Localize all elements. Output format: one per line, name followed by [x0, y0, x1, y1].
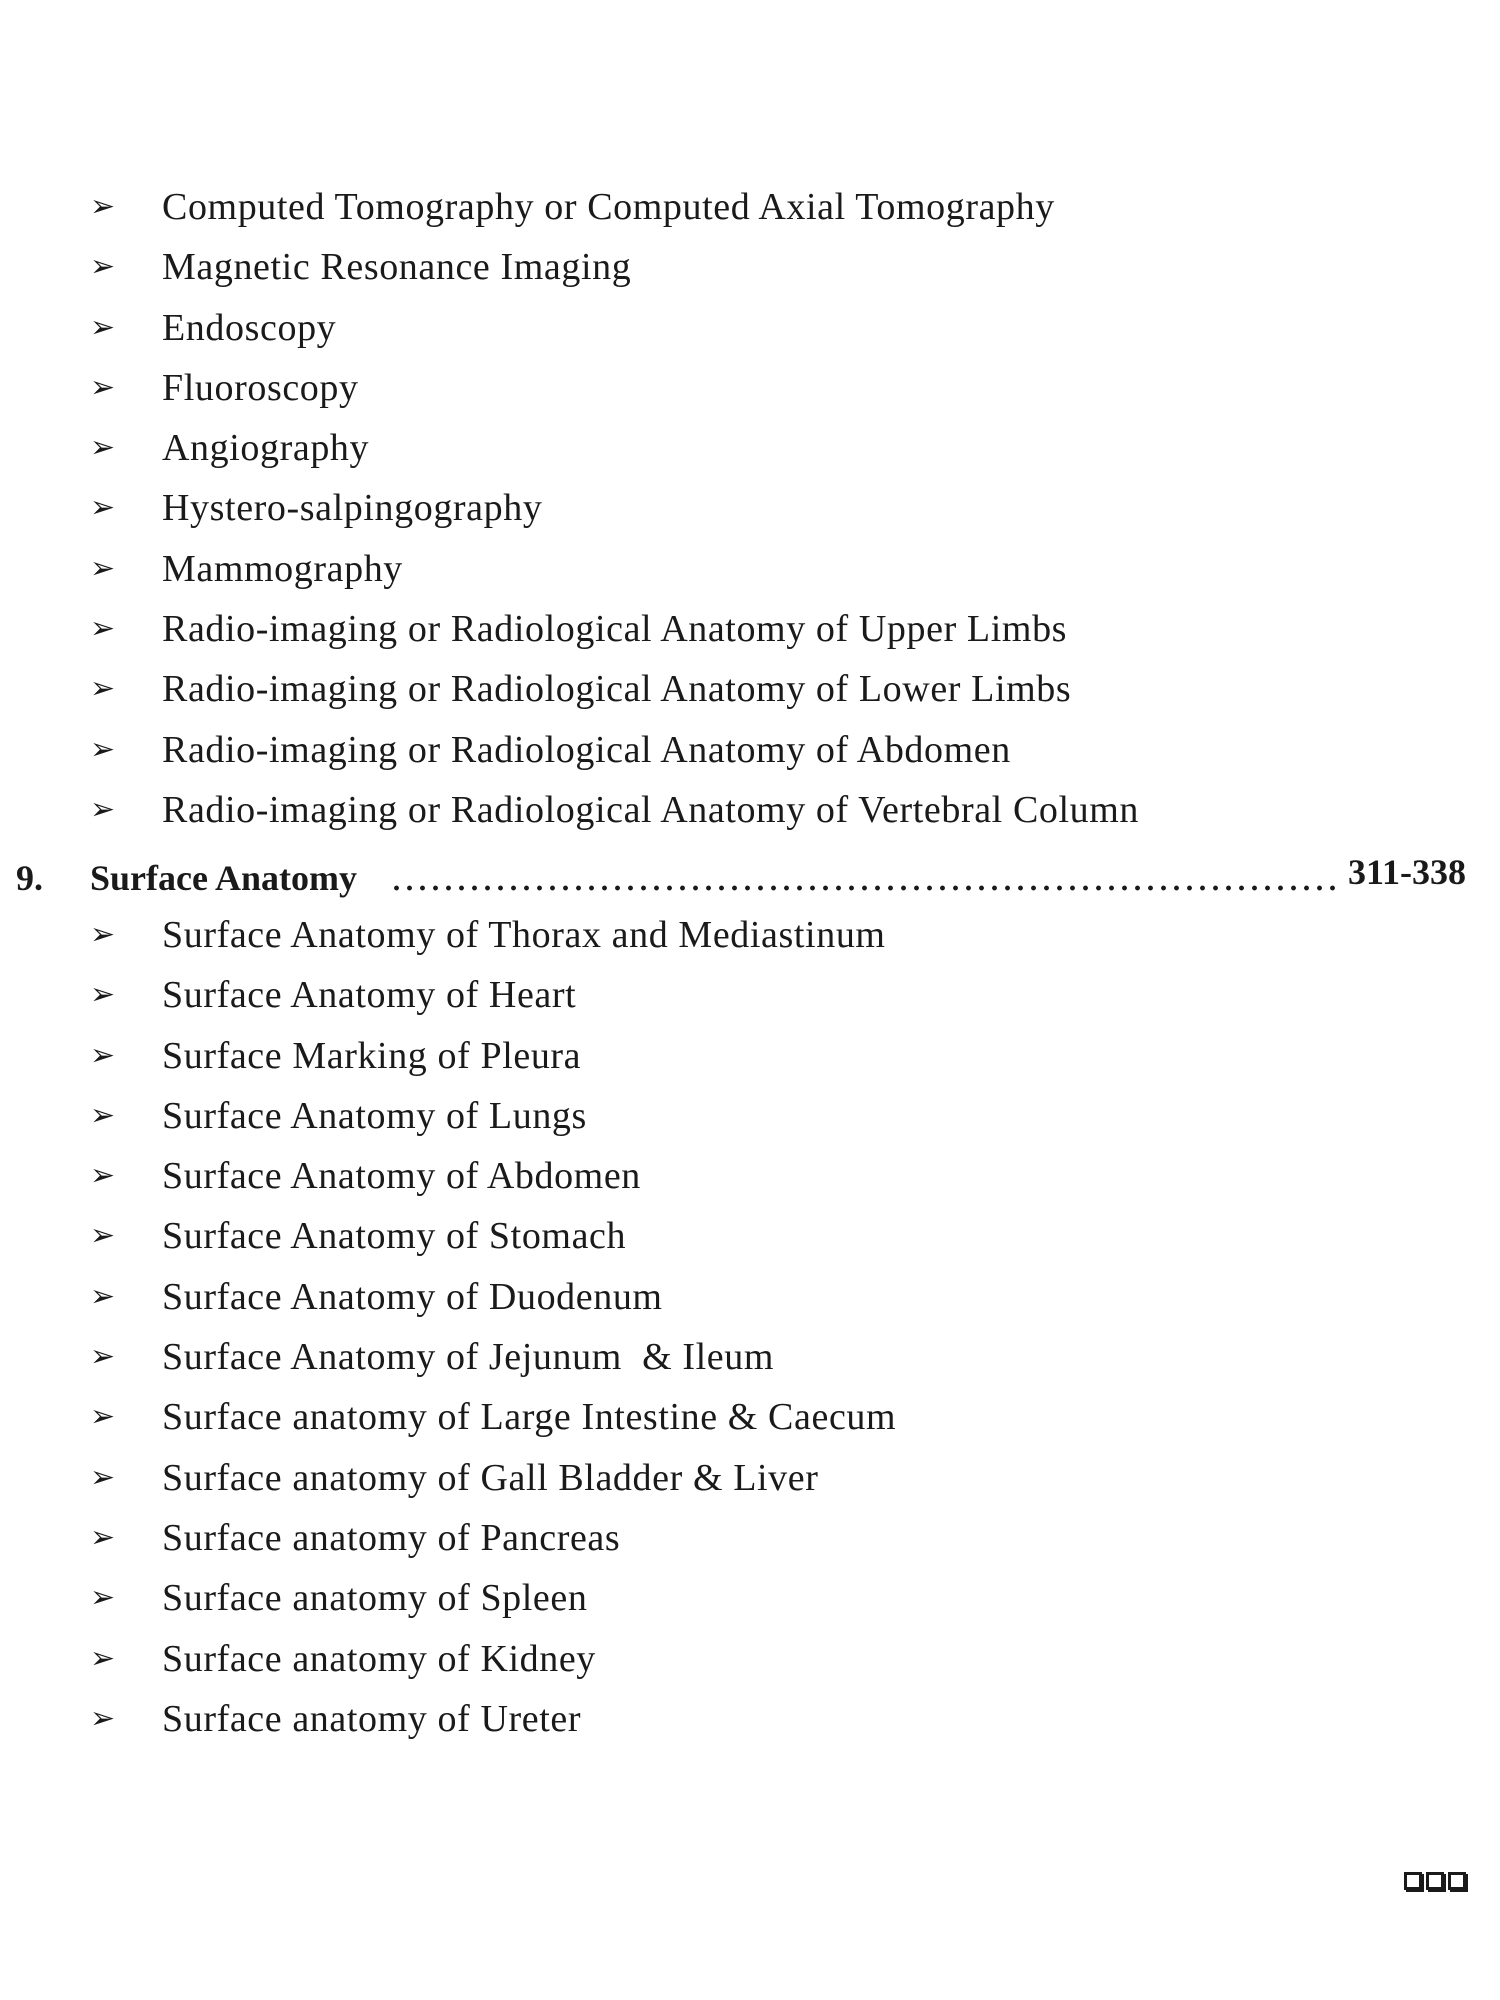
list-item [0, 1629, 1500, 1689]
list-item [0, 1206, 1500, 1266]
list-item [0, 599, 1500, 659]
arrowhead-bullet-icon: ➢ [90, 1640, 116, 1676]
list-item-text: Surface Marking of Pleura [162, 1034, 582, 1077]
list-item-text: Surface Anatomy of Heart [162, 974, 577, 1017]
list-item [0, 539, 1500, 599]
list-item-text: Magnetic Resonance Imaging [162, 246, 632, 289]
list-item-text: Radio-imaging or Radiological Anatomy of Upper Limbs [162, 608, 1068, 651]
list-item-text: Surface Anatomy of Duodenum [162, 1275, 663, 1318]
arrowhead-bullet-icon: ➢ [90, 369, 116, 405]
arrowhead-bullet-icon: ➢ [90, 671, 116, 707]
list-item-text: Mammography [162, 547, 403, 590]
list-item-text: Surface anatomy of Ureter [162, 1697, 582, 1740]
dot-leader [390, 884, 1335, 892]
list-item [0, 1448, 1500, 1508]
radio-imaging-topic-list [0, 177, 1500, 840]
list-item [0, 1689, 1500, 1749]
arrowhead-bullet-icon: ➢ [90, 1399, 116, 1435]
list-item [0, 418, 1500, 478]
arrowhead-bullet-icon: ➢ [90, 791, 116, 827]
list-item [0, 237, 1500, 297]
arrowhead-bullet-icon: ➢ [90, 309, 116, 345]
arrowhead-bullet-icon: ➢ [90, 1459, 116, 1495]
list-item-text: Surface Anatomy of Lungs [162, 1094, 587, 1137]
list-item-text: Surface anatomy of Pancreas [162, 1516, 621, 1559]
list-item [0, 478, 1500, 538]
list-item-text: Surface Anatomy of Abdomen [162, 1155, 641, 1198]
list-item-text: Hystero-salpingography [162, 487, 543, 530]
list-item-text: Computed Tomography or Computed Axial Tomography [162, 186, 1055, 228]
arrowhead-bullet-icon: ➢ [90, 1580, 116, 1616]
arrowhead-bullet-icon: ➢ [90, 977, 116, 1013]
list-item-text: Fluoroscopy [162, 366, 359, 409]
list-item [0, 1508, 1500, 1568]
arrowhead-bullet-icon: ➢ [90, 550, 116, 586]
list-item-text: Surface Anatomy of Stomach [162, 1215, 627, 1258]
list-item [0, 1146, 1500, 1206]
list-item-text: Surface Anatomy of Thorax and Mediastinum [162, 914, 886, 956]
list-item [0, 1086, 1500, 1146]
list-item-text: Angiography [162, 427, 370, 470]
chapter-number: 9. [16, 858, 43, 898]
arrowhead-bullet-icon: ➢ [90, 917, 116, 952]
list-item-text: Radio-imaging or Radiological Anatomy of Abdomen [162, 728, 1011, 771]
arrowhead-bullet-icon: ➢ [90, 189, 116, 224]
list-item [0, 659, 1500, 719]
list-item-text: Surface anatomy of Kidney [162, 1637, 596, 1680]
surface-anatomy-topic-list [0, 905, 1500, 1749]
list-item-text: Radio-imaging or Radiological Anatomy of Vertebral Column [162, 788, 1140, 831]
arrowhead-bullet-icon: ➢ [90, 731, 116, 767]
arrowhead-bullet-icon: ➢ [90, 611, 116, 647]
list-item-text: Radio-imaging or Radiological Anatomy of Lower Limbs [162, 668, 1072, 711]
list-item [0, 1327, 1500, 1387]
list-item [0, 965, 1500, 1025]
arrowhead-bullet-icon: ➢ [90, 490, 116, 526]
list-item [0, 780, 1500, 840]
list-item [0, 177, 1500, 237]
arrowhead-bullet-icon: ➢ [90, 430, 116, 466]
list-item-text: Surface anatomy of Large Intestine & Caecum [162, 1396, 897, 1439]
chapter-title: Surface Anatomy [90, 858, 357, 898]
list-item [0, 1026, 1500, 1086]
list-item-text: Surface anatomy of Gall Bladder & Liver [162, 1456, 819, 1499]
chapter-heading [0, 848, 1500, 908]
arrowhead-bullet-icon: ➢ [90, 1097, 116, 1133]
arrowhead-bullet-icon: ➢ [90, 1158, 116, 1194]
arrowhead-bullet-icon: ➢ [90, 249, 116, 285]
list-item [0, 358, 1500, 418]
arrowhead-bullet-icon: ➢ [90, 1278, 116, 1314]
list-item [0, 720, 1500, 780]
list-item [0, 298, 1500, 358]
end-square-icon [1448, 1872, 1466, 1890]
arrowhead-bullet-icon: ➢ [90, 1339, 116, 1375]
list-item-text: Endoscopy [162, 306, 337, 349]
arrowhead-bullet-icon: ➢ [90, 1700, 116, 1736]
list-item [0, 1568, 1500, 1628]
list-item [0, 1387, 1500, 1447]
list-item-text: Surface Anatomy of Jejunum & Ileum [162, 1336, 774, 1379]
section-end-squares-icon [1404, 1872, 1466, 1890]
arrowhead-bullet-icon: ➢ [90, 1037, 116, 1073]
arrowhead-bullet-icon: ➢ [90, 1218, 116, 1254]
end-square-icon [1426, 1872, 1444, 1890]
arrowhead-bullet-icon: ➢ [90, 1519, 116, 1555]
list-item-text: Surface anatomy of Spleen [162, 1577, 588, 1620]
chapter-page-range: 311-338 [1347, 852, 1466, 892]
list-item [0, 905, 1500, 965]
end-square-icon [1404, 1872, 1422, 1890]
list-item [0, 1267, 1500, 1327]
